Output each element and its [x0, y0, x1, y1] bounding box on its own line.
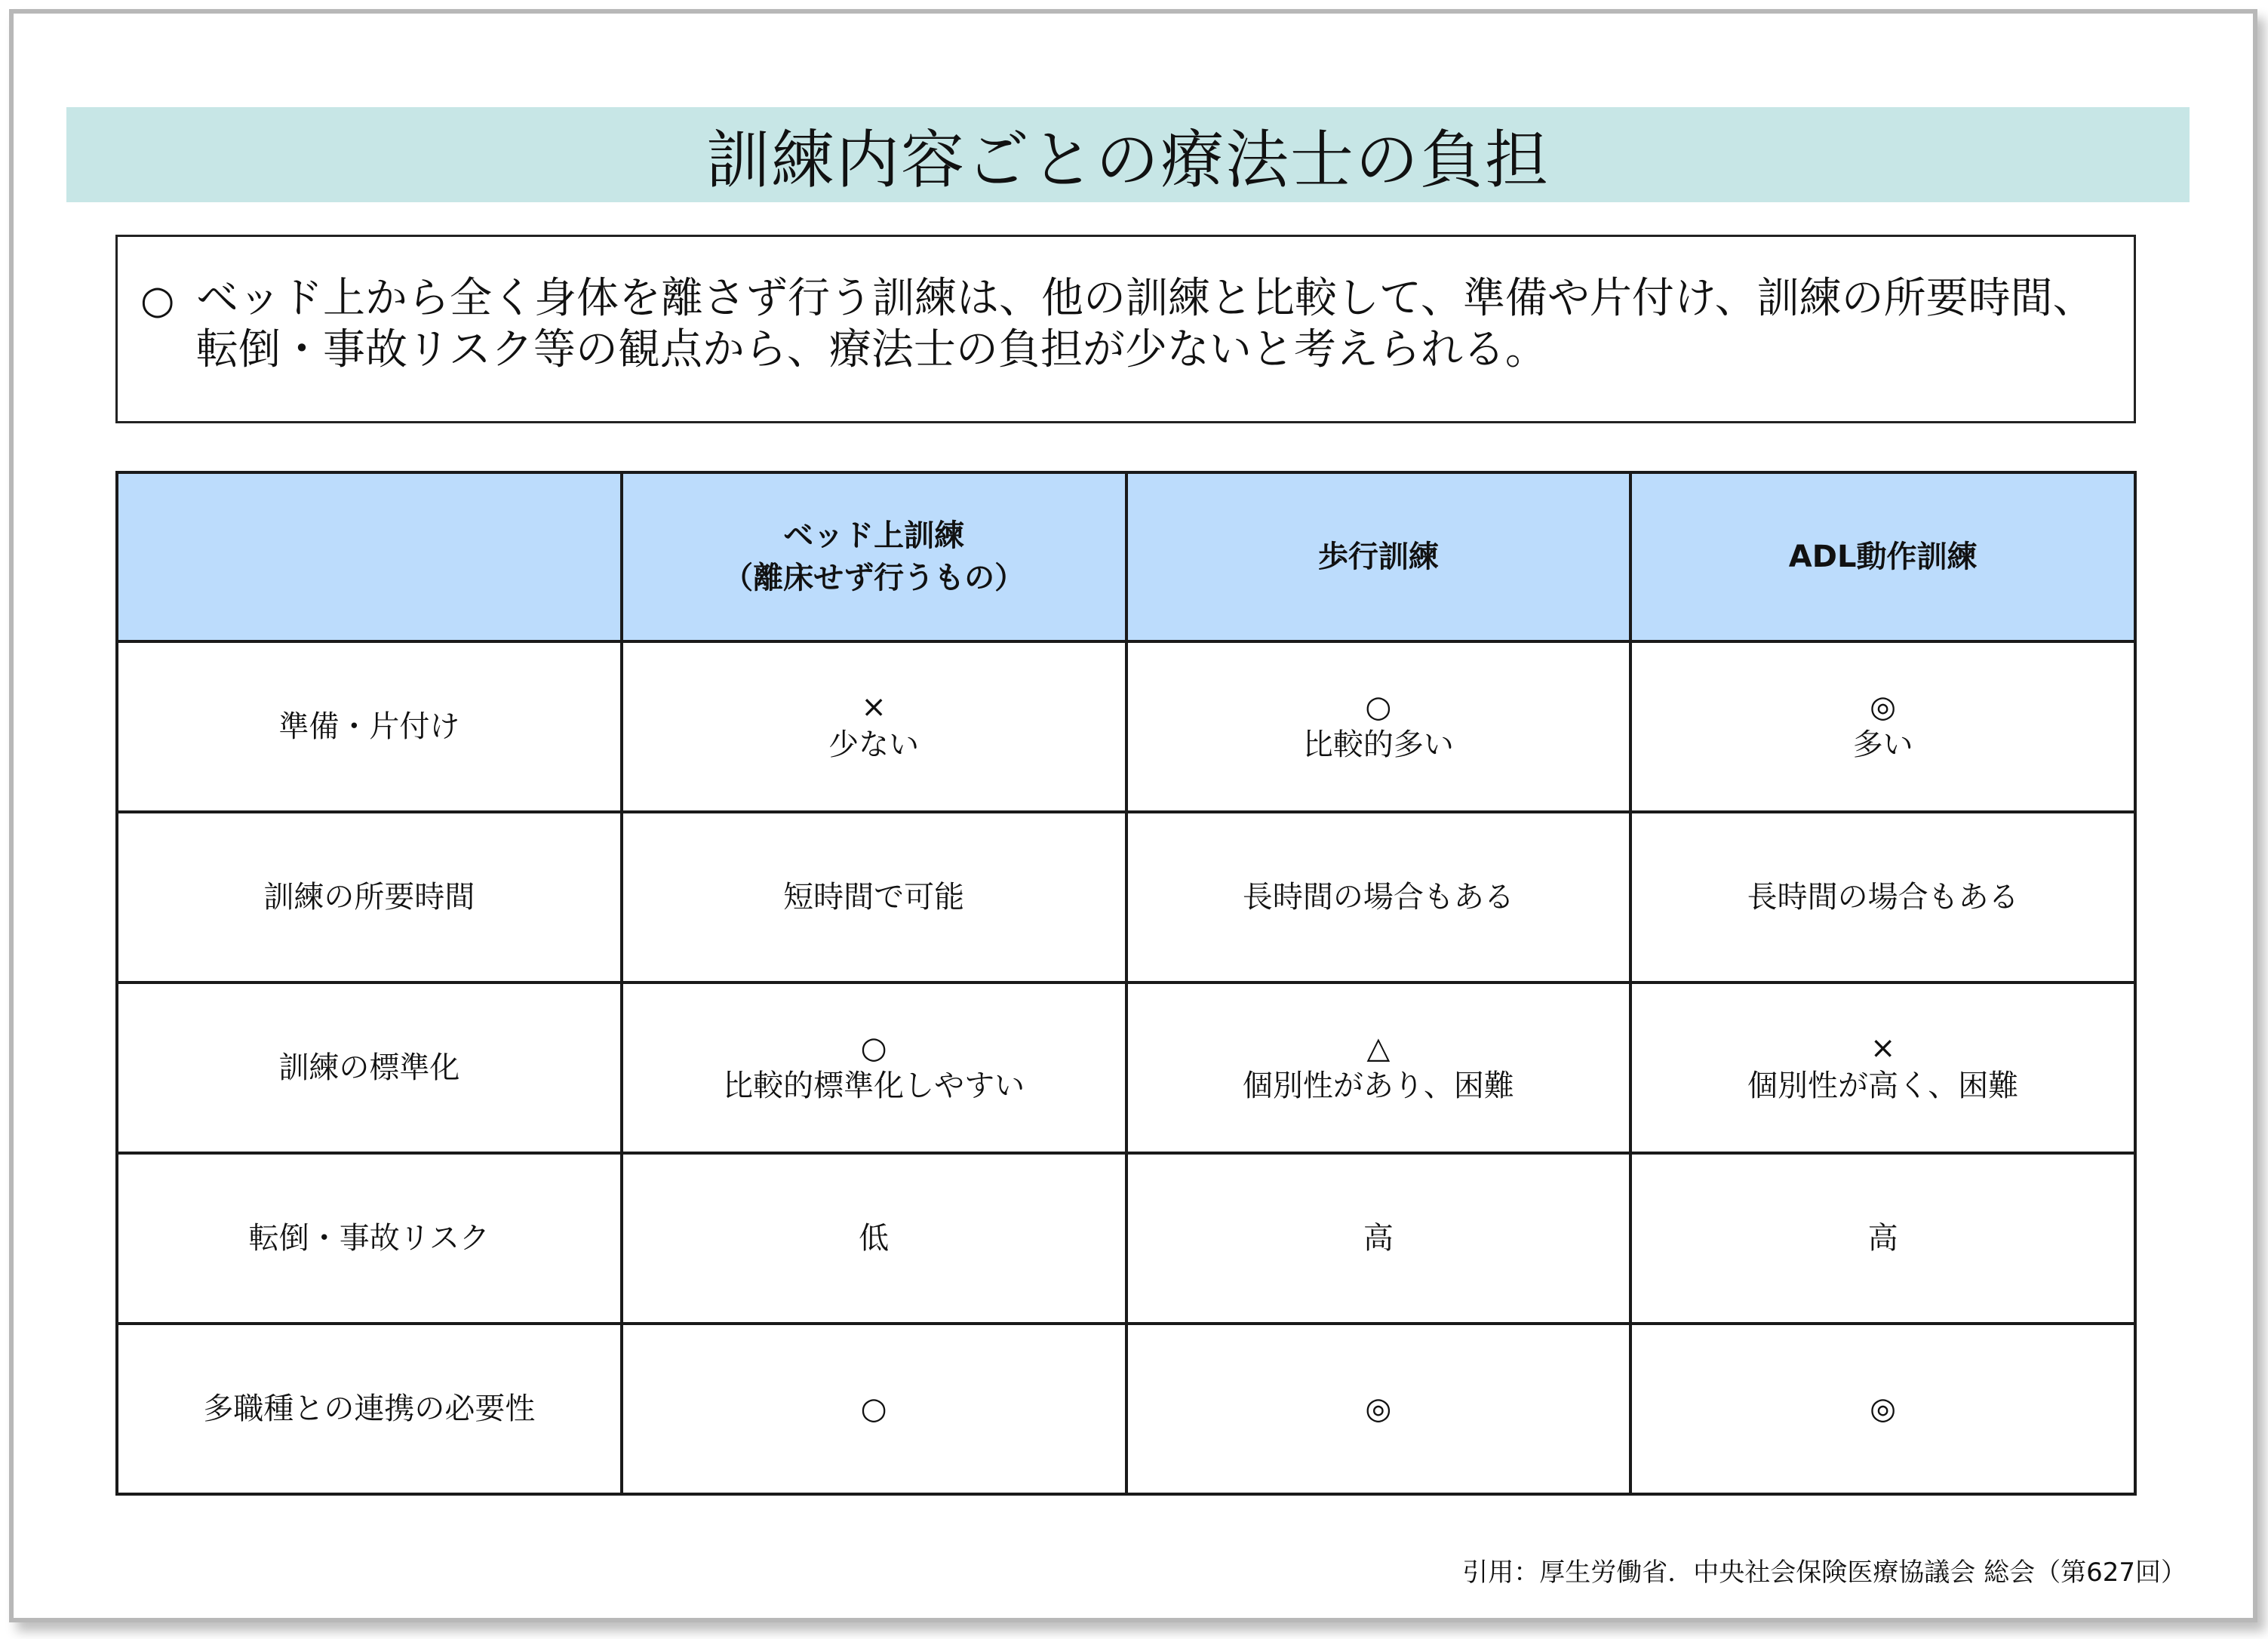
row-label: 準備・片付け: [117, 641, 622, 812]
row-label: 転倒・事故リスク: [117, 1153, 622, 1324]
rating-mark: ◎: [1870, 690, 1897, 724]
header-line: （離床せず行うもの）: [723, 561, 1025, 595]
cell-text: 多い: [1852, 727, 1913, 762]
table-row: [117, 1324, 2135, 1494]
cell-text: 短時間で可能: [783, 880, 965, 915]
table-cell: [1630, 641, 2135, 812]
table-cell: [1126, 982, 1631, 1153]
table-cell: [622, 1324, 1126, 1494]
table-cell: [1630, 812, 2135, 982]
source-citation: 引用：厚生労働省．中央社会保険医療協議会 総会（第627回）: [1462, 1558, 2187, 1588]
cell-text: 高: [1363, 1221, 1394, 1256]
summary-text: ベッド上から全く身体を離さず行う訓練は、他の訓練と比較して、準備や片付け、訓練の所要時間、転倒・事故リスク等の観点から、療法士の負担が少ないと考えられる。: [196, 274, 2095, 374]
row-label: 訓練の標準化: [117, 982, 622, 1153]
rating-mark: ◎: [1870, 1391, 1897, 1426]
table-cell: [622, 982, 1126, 1153]
rating-mark: ○: [860, 1391, 887, 1426]
header-line: 歩行訓練: [1317, 540, 1439, 574]
cell-text: 比較的多い: [1302, 727, 1454, 762]
table-cell: [1126, 1324, 1631, 1494]
table-row: [117, 982, 2135, 1153]
header-bed-training: [622, 472, 1126, 641]
header-adl-training: [1630, 472, 2135, 641]
rating-mark: ○: [860, 1031, 887, 1066]
summary-box: [115, 235, 2136, 423]
table-header-row: [117, 472, 2135, 641]
table-cell: [622, 1153, 1126, 1324]
table-cell: [622, 812, 1126, 982]
rating-mark: ◎: [1365, 1391, 1392, 1426]
cell-text: 比較的標準化しやすい: [723, 1069, 1025, 1103]
header-walking-training: [1126, 472, 1631, 641]
cell-text: 個別性が高く、困難: [1747, 1069, 2019, 1103]
summary-bullet: ○: [140, 278, 175, 323]
rating-mark: ○: [1365, 690, 1392, 724]
table-cell: [1126, 812, 1631, 982]
cell-text: 個別性があり、困難: [1242, 1069, 1514, 1103]
table-cell: [1630, 1324, 2135, 1494]
page-title: 訓練内容ごとの療法士の負担: [705, 122, 1550, 197]
table-row: [117, 812, 2135, 982]
table-cell: [1630, 1153, 2135, 1324]
comparison-table: [115, 471, 2137, 1496]
row-label: 訓練の所要時間: [117, 812, 622, 982]
header-empty: [117, 472, 622, 641]
rating-mark: ×: [861, 690, 887, 724]
row-label: 多職種との連携の必要性: [117, 1324, 622, 1494]
rating-mark: △: [1366, 1031, 1391, 1066]
table-cell: [1630, 982, 2135, 1153]
table-row: [117, 641, 2135, 812]
rating-mark: ×: [1870, 1031, 1896, 1066]
table-cell: [1126, 641, 1631, 812]
cell-text: 長時間の場合もある: [1242, 880, 1514, 915]
header-line: ベッド上訓練: [783, 518, 965, 553]
cell-text: 高: [1867, 1221, 1898, 1256]
title-banner: [66, 107, 2190, 202]
table-cell: [622, 641, 1126, 812]
cell-text: 長時間の場合もある: [1747, 880, 2019, 915]
header-line: ADL動作訓練: [1788, 540, 1978, 574]
table-row: [117, 1153, 2135, 1324]
table-cell: [1126, 1153, 1631, 1324]
cell-text: 低: [859, 1221, 890, 1256]
cell-text: 少ない: [828, 727, 920, 762]
